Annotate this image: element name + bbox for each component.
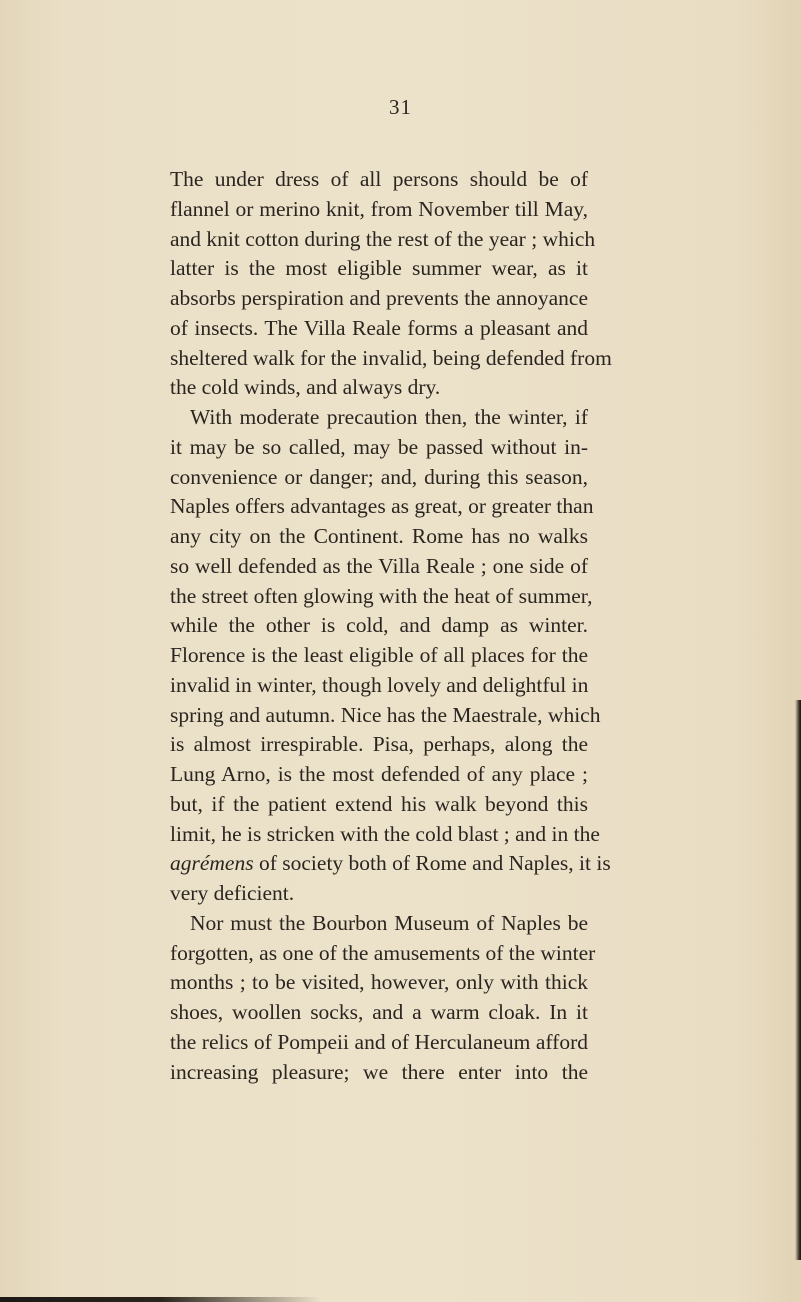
text-line: Florence is the least eligible of all places for the — [170, 643, 588, 667]
italic-word: agrémens — [170, 851, 254, 876]
text-line: the cold winds, and always dry. — [170, 375, 441, 400]
text-line: latter is the most eligible summer wear, as it — [170, 256, 588, 281]
text-line: the street often glowing with the heat of summer, — [170, 583, 593, 608]
text-line: but, if the patient extend his walk beyond this — [170, 791, 588, 816]
text-line: increasing pleasure; we there enter into the — [170, 1059, 588, 1084]
text-line: absorbs perspiration and prevents the annoyance — [170, 286, 588, 310]
text-line: With moderate precaution then, the winter, if — [190, 405, 588, 429]
text-line-rest: of society both of Rome and Naples, it is — [253, 851, 611, 876]
text-line: Naples offers advantages as great, or greater than — [170, 494, 594, 519]
text-line — [170, 849, 611, 879]
text-line: limit, he is stricken with the cold blast ; and in the — [170, 821, 600, 846]
text-line: while the other is cold, and damp as winter. — [170, 613, 588, 638]
text-line: the relics of Pompeii and of Herculaneum afford — [170, 1029, 588, 1054]
text-line: invalid in winter, though lovely and delightful in — [170, 672, 589, 697]
text-line: spring and autumn. Nice has the Maestrale, which — [170, 702, 601, 727]
text-line: sheltered walk for the invalid, being defended from — [170, 345, 612, 370]
text-line: so well defended as the Villa Reale ; one side of — [170, 553, 588, 578]
text-line: shoes, woollen socks, and a warm cloak. In it — [170, 1000, 588, 1024]
text-line: months ; to be visited, however, only with thick — [170, 970, 588, 995]
page-bottom-shadow — [0, 1297, 801, 1302]
body-text — [170, 165, 612, 1087]
page-edge-shadow — [795, 700, 801, 1260]
text-line: The under dress of all persons should be of — [170, 167, 588, 191]
text-line: is almost irrespirable. Pisa, perhaps, along the — [170, 732, 588, 757]
text-line: Nor must the Bourbon Museum of Naples be — [190, 910, 588, 935]
text-line: of insects. The Villa Reale forms a pleasant and — [170, 315, 588, 340]
text-line: it may be so called, may be passed without in- — [170, 434, 588, 459]
text-line: Lung Arno, is the most defended of any place ; — [170, 762, 588, 786]
text-line: very deficient. — [170, 881, 295, 905]
text-line: and knit cotton during the rest of the year ; which — [170, 226, 596, 251]
text-line: forgotten, as one of the amusements of the winter — [170, 940, 596, 965]
page-number: 31 — [389, 95, 412, 119]
text-line: flannel or merino knit, from November till May, — [170, 196, 588, 221]
text-line: any city on the Continent. Rome has no walks — [170, 524, 588, 548]
text-line: convenience or danger; and, during this season, — [170, 464, 588, 489]
